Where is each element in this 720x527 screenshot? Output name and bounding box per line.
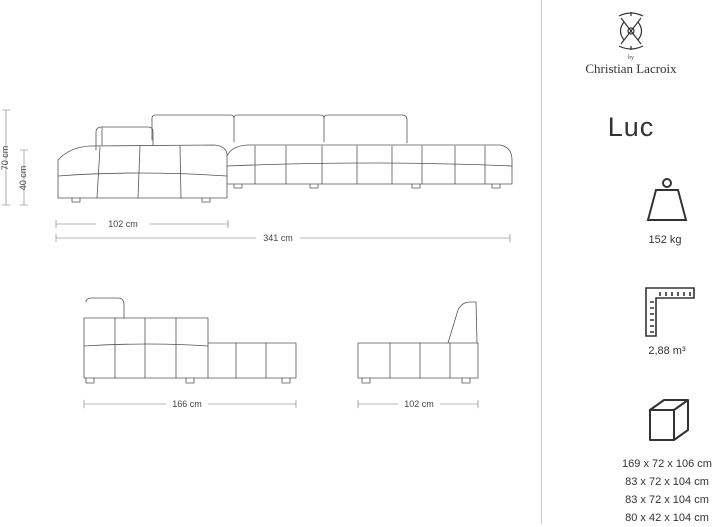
product-name: Luc — [607, 112, 655, 142]
christian-lacroix-logo — [611, 8, 651, 54]
height-total-label: 70 cm — [0, 145, 10, 171]
package-dimensions — [578, 455, 720, 527]
product-panel — [542, 0, 720, 524]
front-view-sofa — [58, 115, 512, 202]
package-dim-1: 169 x 72 x 106 cm — [622, 458, 712, 470]
package-dim-3: 83 x 72 x 104 cm — [625, 494, 709, 506]
brand-name: Christian Lacroix — [585, 61, 677, 76]
side-depth-label: 166 cm — [172, 399, 202, 409]
box-icon — [646, 396, 692, 444]
total-width-label: 341 cm — [263, 233, 293, 243]
height-seat-label: 40 cm — [18, 165, 28, 191]
volume-value: 2,88 m³ — [648, 345, 686, 357]
weight-value: 152 kg — [648, 234, 682, 246]
end-depth-label: 102 cm — [404, 399, 434, 409]
package-dim-4: 80 x 42 x 104 cm — [625, 512, 709, 524]
package-dim-2: 83 x 72 x 104 cm — [625, 476, 709, 488]
side-view-sofa — [84, 298, 296, 383]
brand-by: by — [628, 55, 634, 61]
volume-icon — [644, 286, 696, 338]
end-view-sofa — [358, 302, 478, 383]
weight-icon — [644, 176, 690, 226]
chaise-width-label: 102 cm — [108, 219, 138, 229]
